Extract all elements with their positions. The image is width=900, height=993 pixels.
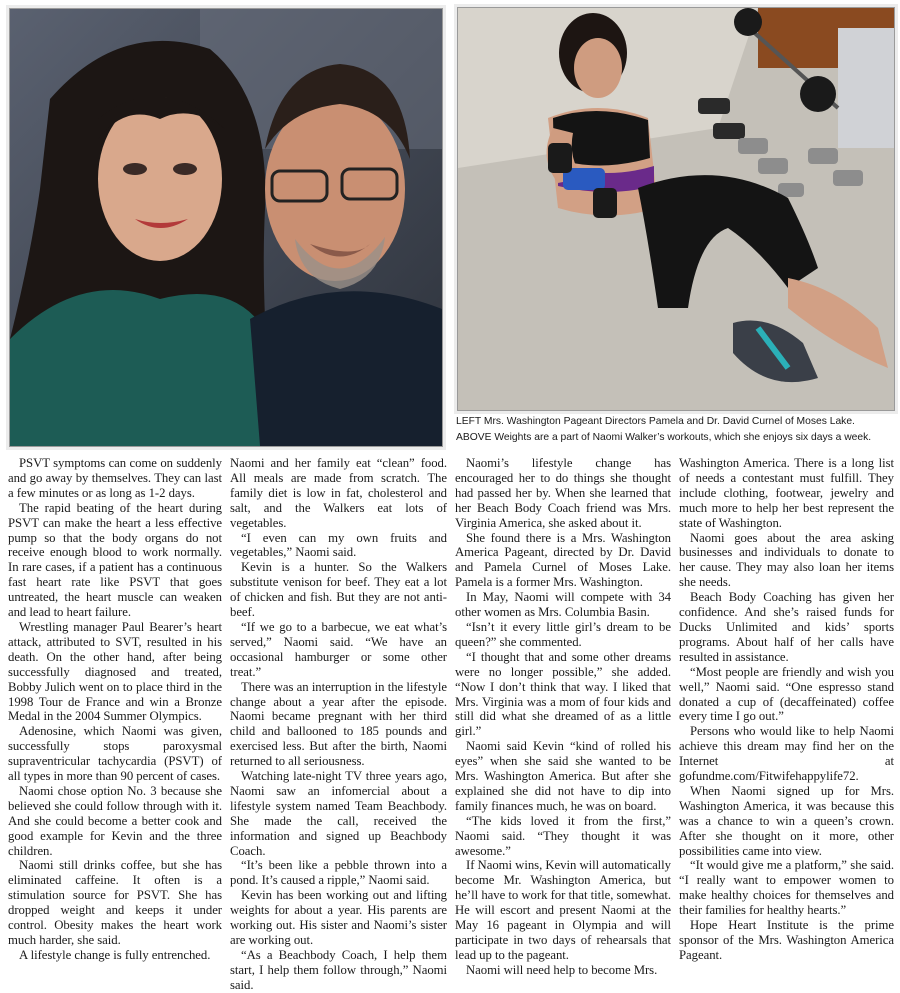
photo-caption bbox=[456, 414, 896, 445]
paragraph: Naomi’s lifestyle change has encouraged her to do things she thought had passed her by. When she learned that her Beach Body Coach friend was Mrs. Virginia America, she asked about it. bbox=[455, 456, 671, 530]
paragraph: Persons who would like to help Naomi achieve this dream may find her on the Internet at gofundme.com/Fitwifehappylife72. bbox=[679, 724, 894, 784]
photo-naomi-workout bbox=[457, 7, 895, 411]
paragraph: Naomi and her family eat “clean” food. All meals are made from scratch. The family diet is low in fat, cholesterol and salt, and the Walkers eat lots of vegetables. bbox=[230, 456, 447, 530]
paragraph: Watching late-night TV three years ago, Naomi saw an infomercial about a lifestyle system named Team Beachbody. She made the call, received the information and signed up Beachbody Coach. bbox=[230, 769, 447, 858]
caption-above-text: Weights are a part of Naomi Walker’s workouts, which she enjoys six days a week. bbox=[494, 431, 872, 443]
paragraph: “It would give me a platform,” she said. “I really want to empower women to make healthy choices for themselves and their families for healthy hearts.” bbox=[679, 858, 894, 918]
photo-curnel-couple bbox=[9, 8, 443, 447]
paragraph: Washington America. There is a long list of needs a contestant must fulfill. They include clothing, footwear, jewelry and much more to help her best represent the state of Washington. bbox=[679, 456, 894, 530]
paragraph: Naomi will need help to become Mrs. bbox=[466, 962, 658, 977]
paragraph: There was an interruption in the lifestyle change about a year after the episode. Naomi became pregnant with her third child and ballooned to 185 pounds and exercised less. But after the birth, Naomi returned to all seriousness. bbox=[230, 679, 447, 769]
caption-left-label: LEFT bbox=[456, 416, 481, 427]
paragraph: Naomi said Kevin “kind of rolled his eyes” when she said she wanted to be Mrs. Washington America. But after she explained she did not have to dip into family finances much, he was on board. bbox=[455, 739, 671, 813]
paragraph: “Most people are friendly and wish you well,” Naomi said. “One espresso stand donated a cup of (decaffeinated) coffee every time I go out.” bbox=[679, 664, 894, 724]
article-column-3 bbox=[455, 456, 671, 978]
article-column-1 bbox=[8, 456, 222, 963]
caption-left-text: Mrs. Washington Pageant Directors Pamela and Dr. David Curnel of Moses Lake. bbox=[483, 416, 855, 427]
paragraph: If Naomi wins, Kevin will automatically become Mr. Washington America, but he’ll have to work for that title, somewhat. He will escort and present Naomi at the May 16 pageant in Olympia and will participate in two days of rehearsals that lead up to the pageant. bbox=[455, 858, 671, 962]
paragraph: PSVT symptoms can come on suddenly and go away by themselves. They can last a few minutes or as long as 1-2 days. bbox=[8, 456, 222, 500]
caption-line-left bbox=[456, 414, 896, 430]
caption-above-label: ABOVE bbox=[456, 431, 492, 443]
paragraph: “It’s been like a pebble thrown into a pond. It’s caused a ripple,” Naomi said. bbox=[230, 858, 447, 888]
paragraph: “I even can my own fruits and vegetables,” Naomi said. bbox=[230, 530, 447, 560]
paragraph: Hope Heart Institute is the prime sponsor of the Mrs. Washington America Pageant. bbox=[679, 918, 894, 962]
paragraph: Naomi still drinks coffee, but she has eliminated caffeine. It often is a stimulation source for PSVT. She has dropped weight and keeps it under control. Obesity makes the heart work much harder, she said. bbox=[8, 858, 222, 947]
paragraph: Beach Body Coaching has given her confidence. And she’s raised funds for Ducks Unlimited and kids’ sports programs. About half of her calls have resulted in assistance. bbox=[679, 590, 894, 664]
paragraph: A lifestyle change is fully entrenched. bbox=[19, 947, 211, 962]
paragraph: Adenosine, which Naomi was given, successfully stops paroxysmal supraventricular tachycardia (PSVT) of all types in more than 90 percent of cases. bbox=[8, 724, 222, 784]
article-column-2 bbox=[230, 456, 447, 993]
paragraph: Kevin is a hunter. So the Walkers substitute venison for beef. They eat a lot of chicken and fish. But they are not anti-beef. bbox=[230, 560, 447, 620]
paragraph: Wrestling manager Paul Bearer’s heart attack, attributed to SVT, resulted in his death. On the other hand, after being successfully diagnosed and treated, Bobby Julich went on to place third in the 1998 Tour de France and win a Bronze Medal in the 2004 Summer Olympics. bbox=[8, 619, 222, 724]
paragraph: Kevin has been working out and lifting weights for about a year. His parents are working out. His sister and Naomi’s sister are working out. bbox=[230, 888, 447, 947]
article-column-4 bbox=[679, 456, 894, 963]
paragraph: When Naomi signed up for Mrs. Washington America, it was because this was a chance to win a queen’s crown. After she thought on it more, other possibilities came into view. bbox=[679, 783, 894, 858]
paragraph: “If we go to a barbecue, we eat what’s served,” Naomi said. “We have an occasional hamburger or some other treat.” bbox=[230, 619, 447, 679]
paragraph: In May, Naomi will compete with 34 other women as Mrs. Columbia Basin. bbox=[455, 590, 671, 620]
paragraph: Naomi goes about the area asking businesses and individuals to donate to her cause. They may also loan her items she needs. bbox=[679, 530, 894, 590]
paragraph: “Isn’t it every little girl’s dream to be queen?” she commented. bbox=[455, 619, 671, 649]
paragraph: “The kids loved it from the first,” Naomi said. “They thought it was awesome.” bbox=[455, 813, 671, 858]
paragraph: “As a Beachbody Coach, I help them start, I help them follow through,” Naomi said. bbox=[230, 947, 447, 992]
paragraph: The rapid beating of the heart during PSVT can make the heart a less effective pump so that the body organs do not receive enough blood to work normally. In rare cases, if a patient has a continuous fast heart rate like PSVT that goes untreated, the heart muscle can weaken and lead to heart failure. bbox=[8, 500, 222, 620]
paragraph: “I thought that and some other dreams were no longer possible,” she added. “Now I don’t think that way. I liked that Mrs. Virginia was a mom of four kids and still did what she dreamed of as a little girl.” bbox=[455, 649, 671, 739]
paragraph: She found there is a Mrs. Washington America Pageant, directed by Dr. David and Pamela Curnel of Moses Lake. Pamela is a former Mrs. Washington. bbox=[455, 530, 671, 590]
paragraph: Naomi chose option No. 3 because she believed she could follow through with it. And she could become a better cook and good example for Kevin and the three children. bbox=[8, 783, 222, 858]
caption-line-above bbox=[456, 430, 896, 446]
